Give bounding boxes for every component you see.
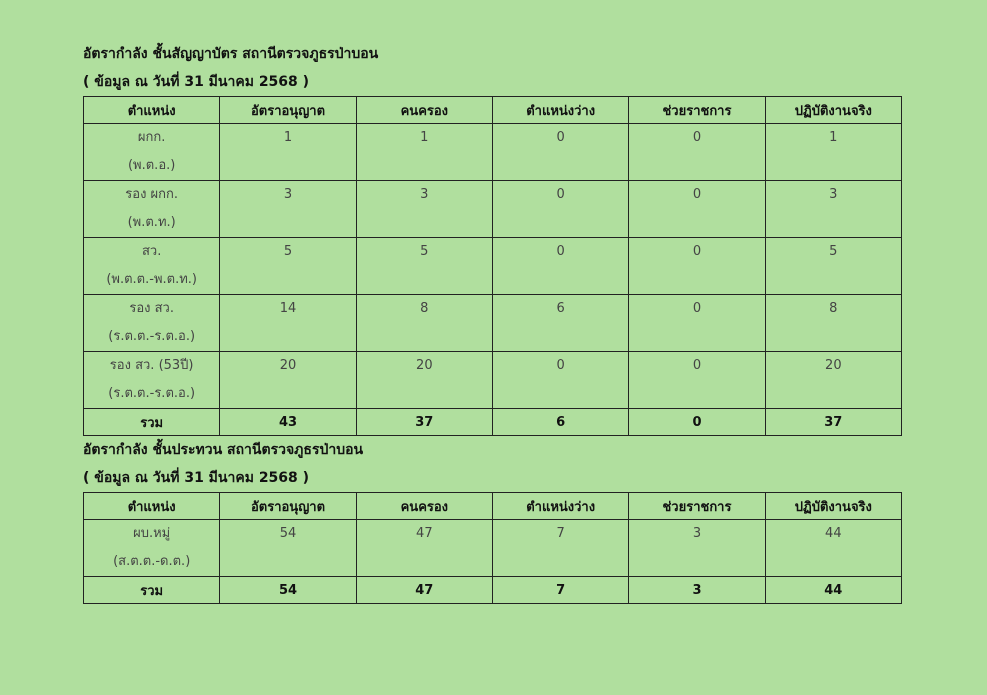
table-header-row	[84, 97, 902, 124]
document	[83, 40, 901, 604]
actual-cell: 20	[765, 352, 901, 409]
occupied-cell: 8	[356, 295, 492, 352]
authorized-cell: 14	[220, 295, 356, 352]
position-cell	[84, 520, 220, 577]
header-authorized: อัตราอนุญาต	[220, 493, 356, 520]
table-row	[84, 295, 902, 352]
total-authorized: 43	[220, 409, 356, 436]
non-commissioned-officers-table	[83, 492, 902, 604]
assisting-cell: 0	[629, 238, 765, 295]
position-rank: (พ.ต.ท.)	[127, 215, 176, 230]
total-occupied: 47	[356, 577, 492, 604]
total-authorized: 54	[220, 577, 356, 604]
vacant-cell: 7	[492, 520, 628, 577]
header-position: ตำแหน่ง	[84, 97, 220, 124]
assisting-cell: 0	[629, 181, 765, 238]
actual-cell: 8	[765, 295, 901, 352]
header-actual: ปฏิบัติงานจริง	[765, 493, 901, 520]
table-row	[84, 181, 902, 238]
position-name: สว.	[141, 244, 162, 259]
vacant-cell: 6	[492, 295, 628, 352]
position-name: รอง ผกก.	[125, 187, 179, 202]
header-occupied: คนครอง	[356, 493, 492, 520]
header-vacant: ตำแหน่งว่าง	[492, 493, 628, 520]
total-assisting: 3	[629, 577, 765, 604]
authorized-cell: 54	[220, 520, 356, 577]
table-row	[84, 352, 902, 409]
table-row	[84, 520, 902, 577]
position-rank: (ร.ต.ต.-ร.ต.อ.)	[108, 329, 196, 344]
actual-cell: 44	[765, 520, 901, 577]
occupied-cell: 20	[356, 352, 492, 409]
total-vacant: 7	[492, 577, 628, 604]
section2-title: อัตรากำลัง ชั้นประทวน สถานีตรวจภูธรป่าบอน	[83, 442, 364, 458]
position-name: ผกก.	[137, 130, 166, 145]
occupied-cell: 47	[356, 520, 492, 577]
total-row	[84, 577, 902, 604]
position-cell	[84, 238, 220, 295]
position-cell	[84, 124, 220, 181]
position-rank: (ส.ต.ต.-ด.ต.)	[113, 554, 191, 569]
header-assisting: ช่วยราชการ	[629, 97, 765, 124]
position-rank: (พ.ต.ต.-พ.ต.ท.)	[106, 272, 197, 287]
table-row	[84, 238, 902, 295]
total-label: รวม	[84, 409, 220, 436]
vacant-cell: 0	[492, 238, 628, 295]
header-assisting: ช่วยราชการ	[629, 493, 765, 520]
authorized-cell: 3	[220, 181, 356, 238]
total-actual: 37	[765, 409, 901, 436]
position-cell	[84, 181, 220, 238]
position-name: รอง สว.	[129, 301, 174, 316]
vacant-cell: 0	[492, 352, 628, 409]
actual-cell: 5	[765, 238, 901, 295]
header-actual: ปฏิบัติงานจริง	[765, 97, 901, 124]
assisting-cell: 0	[629, 295, 765, 352]
occupied-cell: 5	[356, 238, 492, 295]
vacant-cell: 0	[492, 124, 628, 181]
actual-cell: 1	[765, 124, 901, 181]
vacant-cell: 0	[492, 181, 628, 238]
header-authorized: อัตราอนุญาต	[220, 97, 356, 124]
header-occupied: คนครอง	[356, 97, 492, 124]
table-row	[84, 124, 902, 181]
total-occupied: 37	[356, 409, 492, 436]
section1-title: อัตรากำลัง ชั้นสัญญาบัตร สถานีตรวจภูธรป่าบอน	[83, 46, 379, 62]
position-name: ผบ.หมู่	[133, 526, 171, 541]
commissioned-officers-table	[83, 96, 902, 436]
section2-date-note: ( ข้อมูล ณ วันที่ 31 มีนาคม 2568 )	[83, 470, 310, 486]
position-cell	[84, 295, 220, 352]
authorized-cell: 1	[220, 124, 356, 181]
assisting-cell: 0	[629, 124, 765, 181]
position-rank: (ร.ต.ต.-ร.ต.อ.)	[108, 386, 196, 401]
total-actual: 44	[765, 577, 901, 604]
total-vacant: 6	[492, 409, 628, 436]
position-cell	[84, 352, 220, 409]
total-row	[84, 409, 902, 436]
table-header-row	[84, 493, 902, 520]
total-assisting: 0	[629, 409, 765, 436]
header-position: ตำแหน่ง	[84, 493, 220, 520]
occupied-cell: 1	[356, 124, 492, 181]
assisting-cell: 3	[629, 520, 765, 577]
actual-cell: 3	[765, 181, 901, 238]
authorized-cell: 20	[220, 352, 356, 409]
total-label: รวม	[84, 577, 220, 604]
position-name: รอง สว. (53ปี)	[109, 358, 194, 373]
assisting-cell: 0	[629, 352, 765, 409]
header-vacant: ตำแหน่งว่าง	[492, 97, 628, 124]
authorized-cell: 5	[220, 238, 356, 295]
position-rank: (พ.ต.อ.)	[127, 158, 176, 173]
occupied-cell: 3	[356, 181, 492, 238]
section1-date-note: ( ข้อมูล ณ วันที่ 31 มีนาคม 2568 )	[83, 74, 310, 90]
